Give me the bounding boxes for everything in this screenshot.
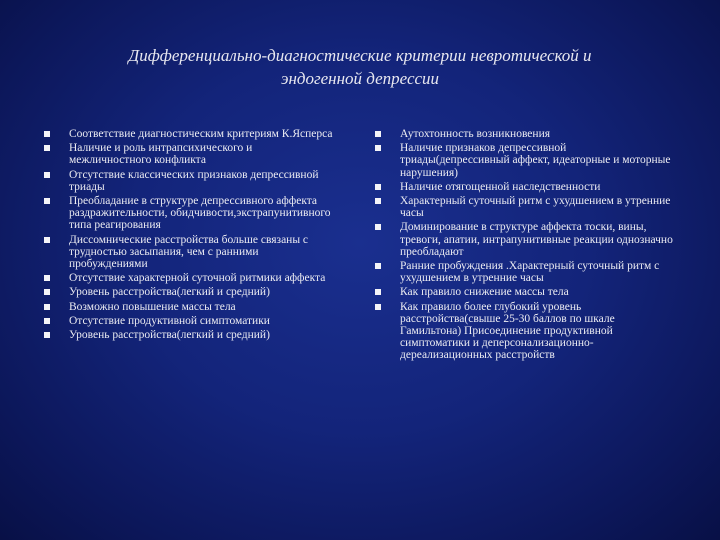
list-item [375, 181, 675, 193]
square-bullet-icon [375, 131, 381, 137]
square-bullet-icon [375, 184, 381, 190]
square-bullet-icon [44, 332, 50, 338]
list-item [44, 128, 334, 140]
list-item-text: Наличие и роль интрапсихического и межличностного конфликта [69, 142, 253, 167]
list-item [375, 260, 675, 284]
list-item-text: Соответствие диагностическим критериям К.Ясперса [69, 128, 333, 140]
list-item [375, 195, 675, 219]
square-bullet-icon [375, 304, 381, 310]
list-item-text: Наличие признаков депрессивной триады(депрессивный аффект, идеаторные и моторные нарушения) [400, 142, 671, 179]
list-item [375, 142, 675, 179]
slide-title-line-1: Дифференциально-диагностические критерии невротической и [128, 46, 592, 65]
square-bullet-icon [44, 304, 50, 310]
list-item-text: Уровень расстройства(легкий и средний) [69, 329, 270, 342]
list-item-text: Отсутствие классических признаков депрессивной триады [69, 168, 319, 193]
list-item-text: Характерный суточный ритм с ухудшением в утренние часы [400, 195, 671, 220]
list-item-text: Преобладание в структуре депрессивного аффекта раздражительности, обидчивости,экстрапунитивного типа реагирования [69, 195, 331, 232]
list-item [44, 169, 334, 193]
square-bullet-icon [44, 145, 50, 151]
list-item-text: Доминирование в структуре аффекта тоски, вины, тревоги, апатии, интрапунитивные реакции однозначно преобладают [400, 221, 673, 258]
list-item-text: Отсутствие характерной суточной ритмики аффекта [69, 272, 326, 285]
list-item [44, 234, 334, 271]
list-item-text: Диссомнические расстройства больше связаны с трудностью засыпания, чем с ранними пробуждениями [69, 233, 309, 271]
list-item [375, 221, 675, 258]
list-item [44, 195, 334, 232]
square-bullet-icon [44, 289, 50, 295]
list-item [44, 286, 334, 298]
list-item [44, 329, 334, 341]
square-bullet-icon [44, 198, 50, 204]
endogenous-depression-criteria-list [375, 128, 675, 364]
square-bullet-icon [44, 172, 50, 178]
square-bullet-icon [44, 131, 50, 137]
list-item-text: Возможно повышение массы тела [69, 300, 236, 313]
list-item-text: Аутохтонность возникновения [400, 128, 551, 140]
list-item [44, 272, 334, 284]
square-bullet-icon [375, 145, 381, 151]
neurotic-depression-criteria-list [44, 128, 334, 343]
list-item [44, 301, 334, 313]
square-bullet-icon [44, 318, 50, 324]
list-item [375, 128, 675, 140]
list-item [44, 315, 334, 327]
list-item [375, 301, 675, 362]
list-item-text: Как правило снижение массы тела [400, 286, 569, 299]
square-bullet-icon [375, 198, 381, 204]
square-bullet-icon [375, 289, 381, 295]
list-item-text: Ранние пробуждения .Характерный суточный ритм с ухудшением в утренние часы [400, 260, 660, 285]
square-bullet-icon [44, 275, 50, 281]
square-bullet-icon [375, 263, 381, 269]
square-bullet-icon [44, 237, 50, 243]
list-item-text: Уровень расстройства(легкий и средний) [69, 286, 270, 299]
slide-title [60, 44, 660, 90]
list-item [375, 286, 675, 298]
list-item [44, 142, 334, 166]
slide-title-line-2: эндогенной депрессии [280, 69, 440, 88]
square-bullet-icon [375, 224, 381, 230]
list-item-text: Наличие отягощенной наследственности [400, 180, 601, 193]
list-item-text: Отсутствие продуктивной симптоматики [69, 314, 270, 327]
list-item-text: Как правило более глубокий уровень расстройства(свыше 25-30 баллов по шкале Гамильтона) Присоединение продуктивной симптоматики и деперсонализационно-дереализационных расстройств [400, 300, 615, 362]
